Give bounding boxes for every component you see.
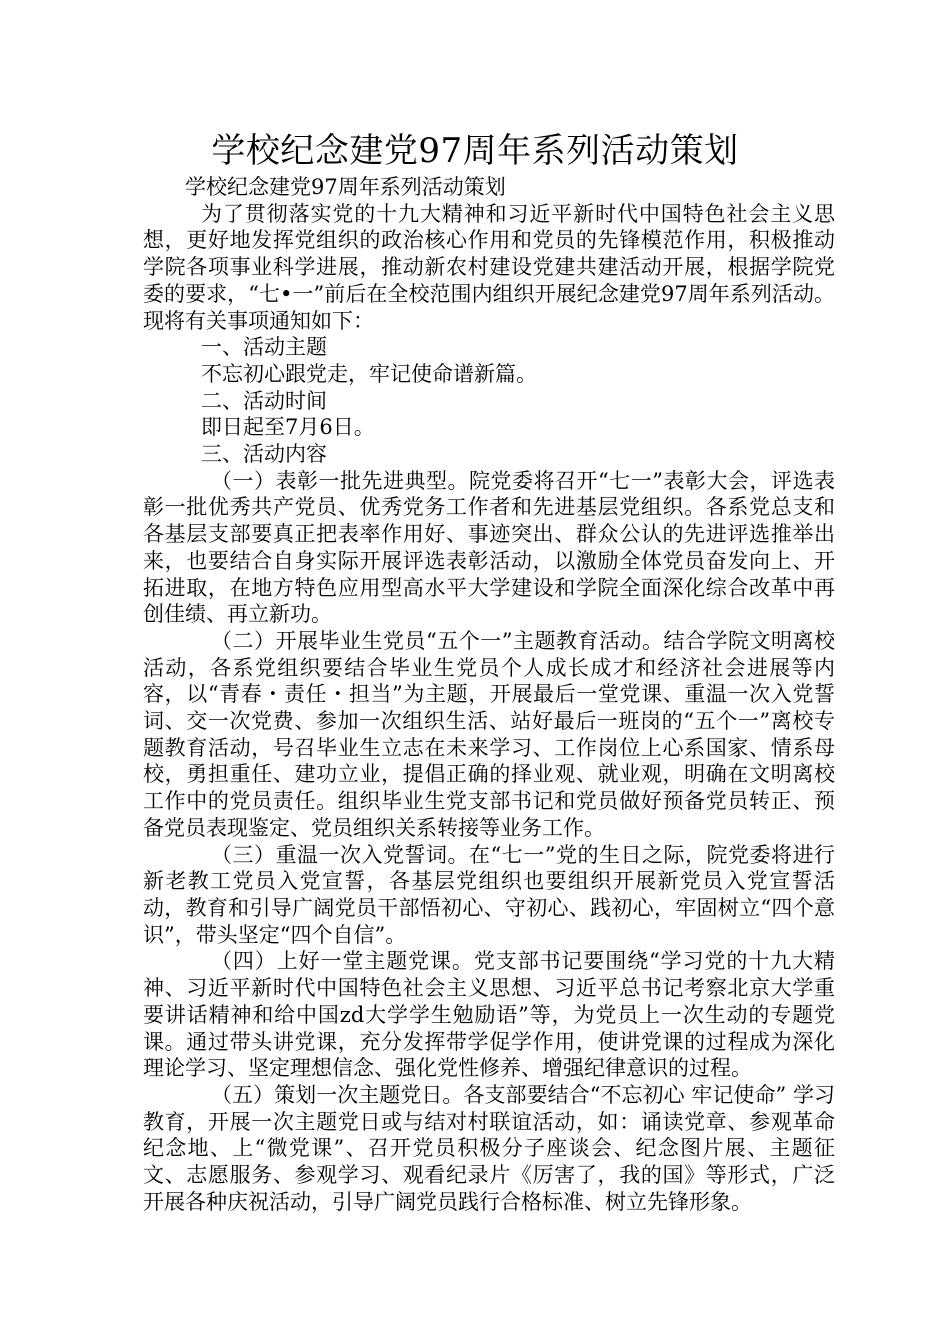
paragraph-item-1: （一）表彰一批先进典型。院党委将召开“七一”表彰大会，评选表彰一批优秀共产党员、优秀党务工作者和先进基层党组织。各系党总支和各基层支部要真正把表率作用好、事迹突出、群众公认的先进评选推举出来，也要结合自身实际开展评选表彰活动，以激励全体党员奋发向上、开拓进取，在地方特色应用型高水平大学建设和学院全面深化综合改革中再创佳绩、再立新功。: [143, 468, 835, 627]
paragraph-item-4: （四）上好一堂主题党课。党支部书记要围绕“学习党的十九大精神、习近平新时代中国特色社会主义思想、习近平总书记考察北京大学重要讲话精神和给中国zd大学学生勉励语”等，为党员上一次生动的专题党课。通过带头讲党课，充分发挥带学促学作用，使讲党课的过程成为深化理论学习、坚定理想信念、强化党性修养、增强纪律意识的过程。: [143, 949, 835, 1081]
paragraph-intro: 为了贯彻落实党的十九大精神和习近平新时代中国特色社会主义思想，更好地发挥党组织的政治核心作用和党员的先锋模范作用，积极推动学院各项事业科学进展，推动新农村建设党建共建活动开展，根据学院党委的要求，“七•一”前后在全校范围内组织开展纪念建党97周年系列活动。现将有关事项通知如下：: [143, 201, 835, 333]
document-subtitle: 学校纪念建党97周年系列活动策划: [185, 175, 506, 199]
section-heading-content: 三、活动内容: [201, 442, 327, 467]
paragraph-item-2: （二）开展毕业生党员“五个一”主题教育活动。结合学院文明离校活动，各系党组织要结合毕业生党员个人成长成才和经济社会进展等内容，以“青春・责任・担当”为主题，开展最后一堂党课、重温一次入党誓词、交一次党费、参加一次组织生活、站好最后一班岗的“五个一”离校专题教育活动，号召毕业生立志在未来学习、工作岗位上心系国家、情系母校，勇担重任、建功立业，提倡正确的择业观、就业观，明确在文明离校工作中的党员责任。组织毕业生党支部书记和党员做好预备党员转正、预备党员表现鉴定、党员组织关系转接等业务工作。: [143, 628, 835, 840]
paragraph-time: 即日起至7月6日。: [201, 415, 375, 440]
paragraph-item-5: （五）策划一次主题党日。各支部要结合“不忘初心 牢记使命” 学习教育，开展一次主题党日或与结对村联谊活动，如：诵读党章、参观革命纪念地、上“微党课”、召开党员积极分子座谈会、纪念图片展、主题征文、志愿服务、参观学习、观看纪录片《厉害了，我的国》等形式，广泛开展各种庆祝活动，引导广阔党员践行合格标准、树立先锋形象。: [143, 1082, 835, 1214]
document-title: 学校纪念建党97周年系列活动策划: [211, 131, 739, 171]
paragraph-item-3: （三）重温一次入党誓词。在“七一”党的生日之际，院党委将进行新老教工党员入党宣誓，各基层党组织也要组织开展新党员入党宣誓活动，教育和引导广阔党员干部悟初心、守初心、践初心，牢固树立“四个意识”，带头坚定“四个自信”。: [143, 842, 835, 947]
paragraph-theme: 不忘初心跟党走，牢记使命谱新篇。: [201, 361, 537, 386]
section-heading-time: 二、活动时间: [201, 388, 327, 413]
section-heading-theme: 一、活动主题: [201, 335, 327, 360]
document-body: [143, 174, 835, 1215]
